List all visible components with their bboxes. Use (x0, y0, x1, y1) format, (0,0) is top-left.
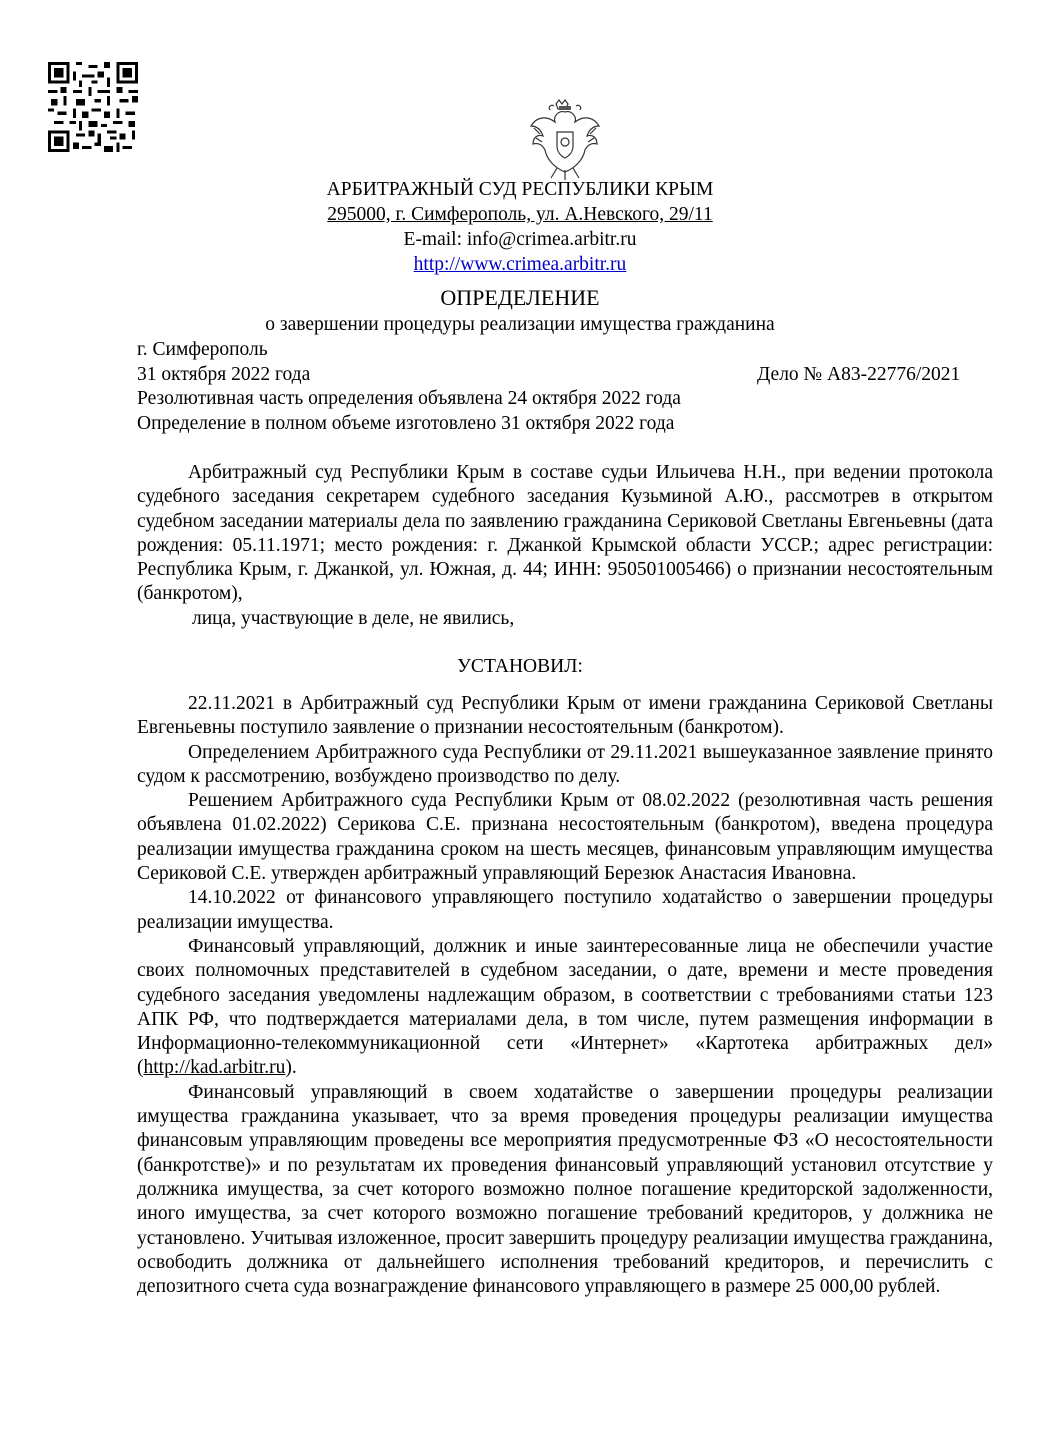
paragraph-5: Финансовый управляющий, должник и иные заинтересованные лица не обеспечили участие своих полномочных представителей в судебном заседании, о дате, времени и месте проведения судебного заседания уведомлены надлежащим образом, в соответствии с требованиями статьи 123 АПК РФ, что подтверждается материалами дела, в том числе, путем размещения информации в Информационно-телекоммуникационной сети «Интернет» «Картотека арбитражных дел» (http://kad.arbitr.ru). (137, 935, 993, 1079)
coat-of-arms-icon (526, 98, 604, 182)
court-address: 295000, г. Симферополь, ул. А.Невского, 29/11 (327, 204, 713, 225)
paragraph-3: Решением Арбитражного суда Республики Крым от 08.02.2022 (резолютивная часть решения объявлена 01.02.2022) Серикова С.Е. признана несостоятельным (банкротом), введена процедура реализации имущества гражданина сроком на шесть месяцев, финансовым управляющим имущества Сериковой С.Е. утвержден арбитражный управляющий Березюк Анастасия Ивановна. (137, 790, 993, 885)
decision-date: 31 октября 2022 года (137, 364, 311, 385)
court-email: E-mail: info@crimea.arbitr.ru (403, 229, 637, 250)
kad-link[interactable]: http://kad.arbitr.ru (143, 1057, 286, 1079)
paragraph-6: Финансовый управляющий в своем ходатайстве о завершении процедуры реализации имущества гражданина указывает, что за время проведения процедуры реализации имущества финансовым управляющим проведены все мероприятия предусмотренные ФЗ «О несостоятельности (банкротстве)» и по результатам их проведения финансовый управляющий установил отсутствие у должника имущества, за счет которого возможно полное погашение кредиторской задолженности, иного имущества, за счет которого возможно погашение требований кредиторов, у должника не установлено. Учитывая изложенное, просит завершить процедуру реализации имущества гражданина, освободить должника от дальнейшего исполнения требований кредиторов, и перечислить с депозитного счета суда вознаграждение финансового управляющего в размере 25 000,00 рублей. (137, 1081, 993, 1298)
paragraph-1: 22.11.2021 в Арбитражный суд Республики Крым от имени гражданина Сериковой Светланы Евгеньевны поступило заявление о признании несостоятельным (банкротом). (137, 693, 993, 739)
findings-block (137, 692, 993, 1299)
section-heading: УСТАНОВИЛ: (457, 656, 583, 677)
paragraph-2: Определением Арбитражного суда Республики от 29.11.2021 вышеуказанное заявление принято судом к рассмотрению, возбуждено производство по делу. (137, 741, 993, 787)
document-subtitle: о завершении процедуры реализации имущества гражданина (265, 314, 775, 335)
court-website-link[interactable]: http://www.crimea.arbitr.ru (413, 254, 627, 275)
qr-code-icon (48, 62, 138, 152)
full-text-made: Определение в полном объеме изготовлено 31 октября 2022 года (137, 413, 675, 434)
intro-block (137, 461, 993, 631)
case-number: Дело № А83-22776/2021 (757, 364, 961, 385)
resolution-announced: Резолютивная часть определения объявлена 24 октября 2022 года (137, 388, 681, 409)
intro-paragraph: Арбитражный суд Республики Крым в составе судьи Ильичева Н.Н., при ведении протокола судебного заседания секретарем судебного заседания Кузьминой А.Ю., рассмотрев в открытом судебном заседании материалы дела по заявлению гражданина Сериковой Светланы Евгеньевны (дата рождения: 05.11.1971; место рождения: г. Джанкой Крымской области УССР.; адрес регистрации: Республика Крым, г. Джанкой, ул. Южная, д. 44; ИНН: 950501005466) о признании несостоятельным (банкротом), (137, 462, 993, 605)
paragraph-4: 14.10.2022 от финансового управляющего поступило ходатайство о завершении процедуры реализации имущества. (137, 887, 993, 933)
document-title: ОПРЕДЕЛЕНИЕ (440, 285, 600, 310)
attendance-line: лица, участвующие в деле, не явились, (192, 607, 515, 629)
city: г. Симферополь (137, 339, 268, 360)
court-name: АРБИТРАЖНЫЙ СУД РЕСПУБЛИКИ КРЫМ (326, 179, 714, 200)
